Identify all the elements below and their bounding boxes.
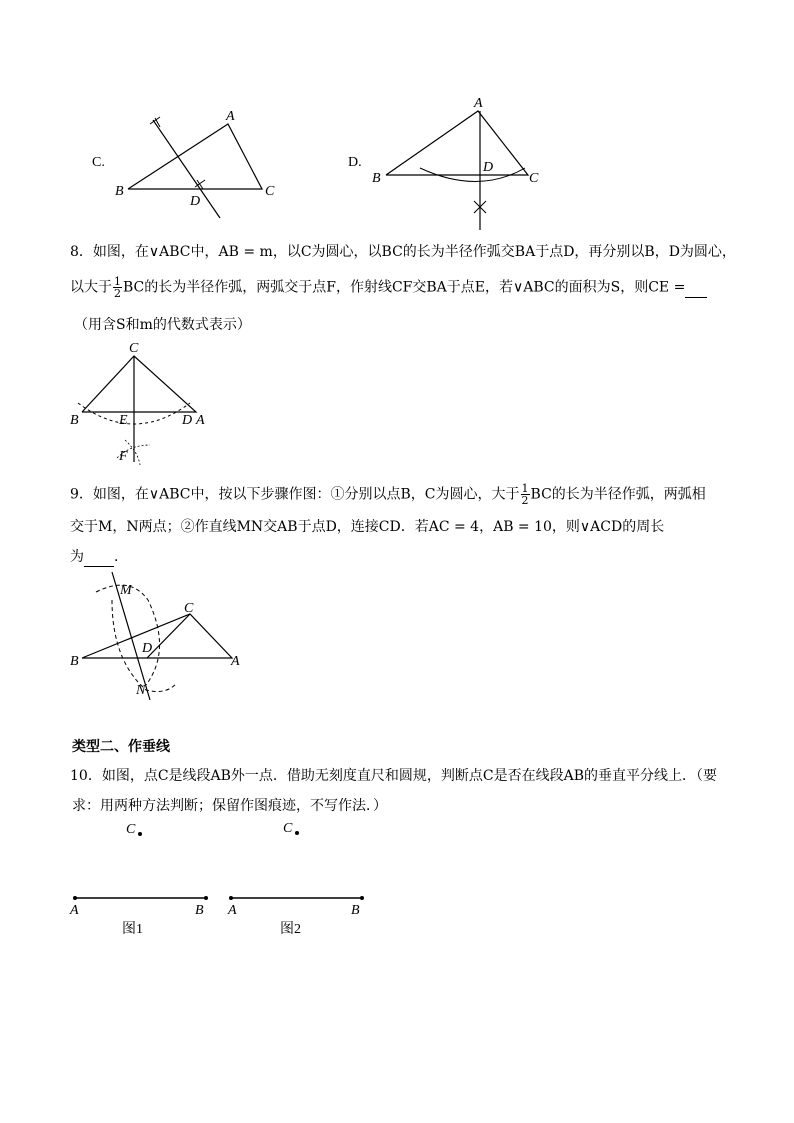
q10-line1: 10．如图，点C是线段AB外一点．借助无刻度直尺和圆规，判断点C是否在线段AB的垂直平分线上．（要 (70, 768, 718, 784)
q8-line2-end: BC的长为半径作弧，两弧交于点F，作射线CF交BA于点E，若∨ABC的面积为S，则CE = (123, 279, 686, 296)
q9-point-d: D (142, 641, 153, 656)
option-d-label: D. (348, 155, 362, 170)
q8-line1: 8．如图，在∨ABC中，AB = m，以C为圆心，以BC的长为半径作弧交BA于点D，再分别以B，D为圆心， (70, 244, 736, 260)
q10-fig2-point-c: C (283, 821, 293, 836)
q10-fig1-point-a: A (70, 903, 79, 918)
q10-fig2-point-b: B (351, 903, 360, 918)
q9-frac-num: 1 (521, 482, 529, 495)
q8-point-f: F (119, 449, 128, 464)
q10-fig1-caption: 图1 (122, 922, 143, 937)
q9-line1-start: 9．如图，在∨ABC中，按以下步骤作图：①分别以点B，C为圆心，大于 (70, 486, 520, 503)
q8-vertex-c: C (129, 341, 139, 356)
q9-vertex-c: C (184, 601, 194, 616)
q8-vertex-a: A (196, 413, 205, 428)
q10-fig1-point-c: C (126, 822, 136, 837)
opt-c-vertex-b: B (115, 184, 124, 199)
q8-line2-start: 以大于 (70, 279, 112, 296)
q8-frac-den: 2 (114, 287, 121, 300)
q9-line1-end: BC的长为半径作弧，两弧相 (530, 486, 706, 503)
q9-vertex-b: B (70, 654, 79, 669)
q9-line3-end: ． (114, 549, 128, 565)
q9-line2: 交于M，N两点；②作直线MN交AB于点D，连接CD．若AC = 4，AB = 10，则∨ACD的周长 (70, 519, 665, 535)
q9-frac-den: 2 (521, 494, 529, 507)
opt-c-point-d: D (190, 194, 201, 209)
q8-point-e: E (119, 413, 128, 428)
q9-vertex-a: A (231, 654, 240, 669)
opt-d-vertex-a: A (474, 96, 483, 111)
section-heading: 类型二、作垂线 (72, 739, 170, 755)
q9-line3-start: 为 (70, 549, 84, 565)
opt-d-point-d: D (483, 160, 494, 175)
q10-fig1-point-b: B (195, 903, 204, 918)
q8-point-d: D (182, 413, 193, 428)
q10-line2: 求：用两种方法判断；保留作图痕迹，不写作法．） (72, 798, 387, 814)
option-c-label: C. (92, 155, 105, 170)
q9-point-n: N (136, 683, 146, 698)
opt-d-vertex-c: C (529, 171, 539, 186)
opt-c-vertex-c: C (265, 184, 275, 199)
opt-c-vertex-a: A (226, 109, 235, 124)
q9-point-m: M (120, 583, 132, 598)
q10-fig2-caption: 图2 (280, 922, 301, 937)
opt-d-vertex-b: B (372, 171, 381, 186)
q8-line3: （用含S和m的代数式表示） (74, 317, 251, 333)
q8-vertex-b: B (70, 413, 79, 428)
q8-frac-num: 1 (114, 275, 121, 288)
q10-fig2-point-a: A (228, 903, 237, 918)
